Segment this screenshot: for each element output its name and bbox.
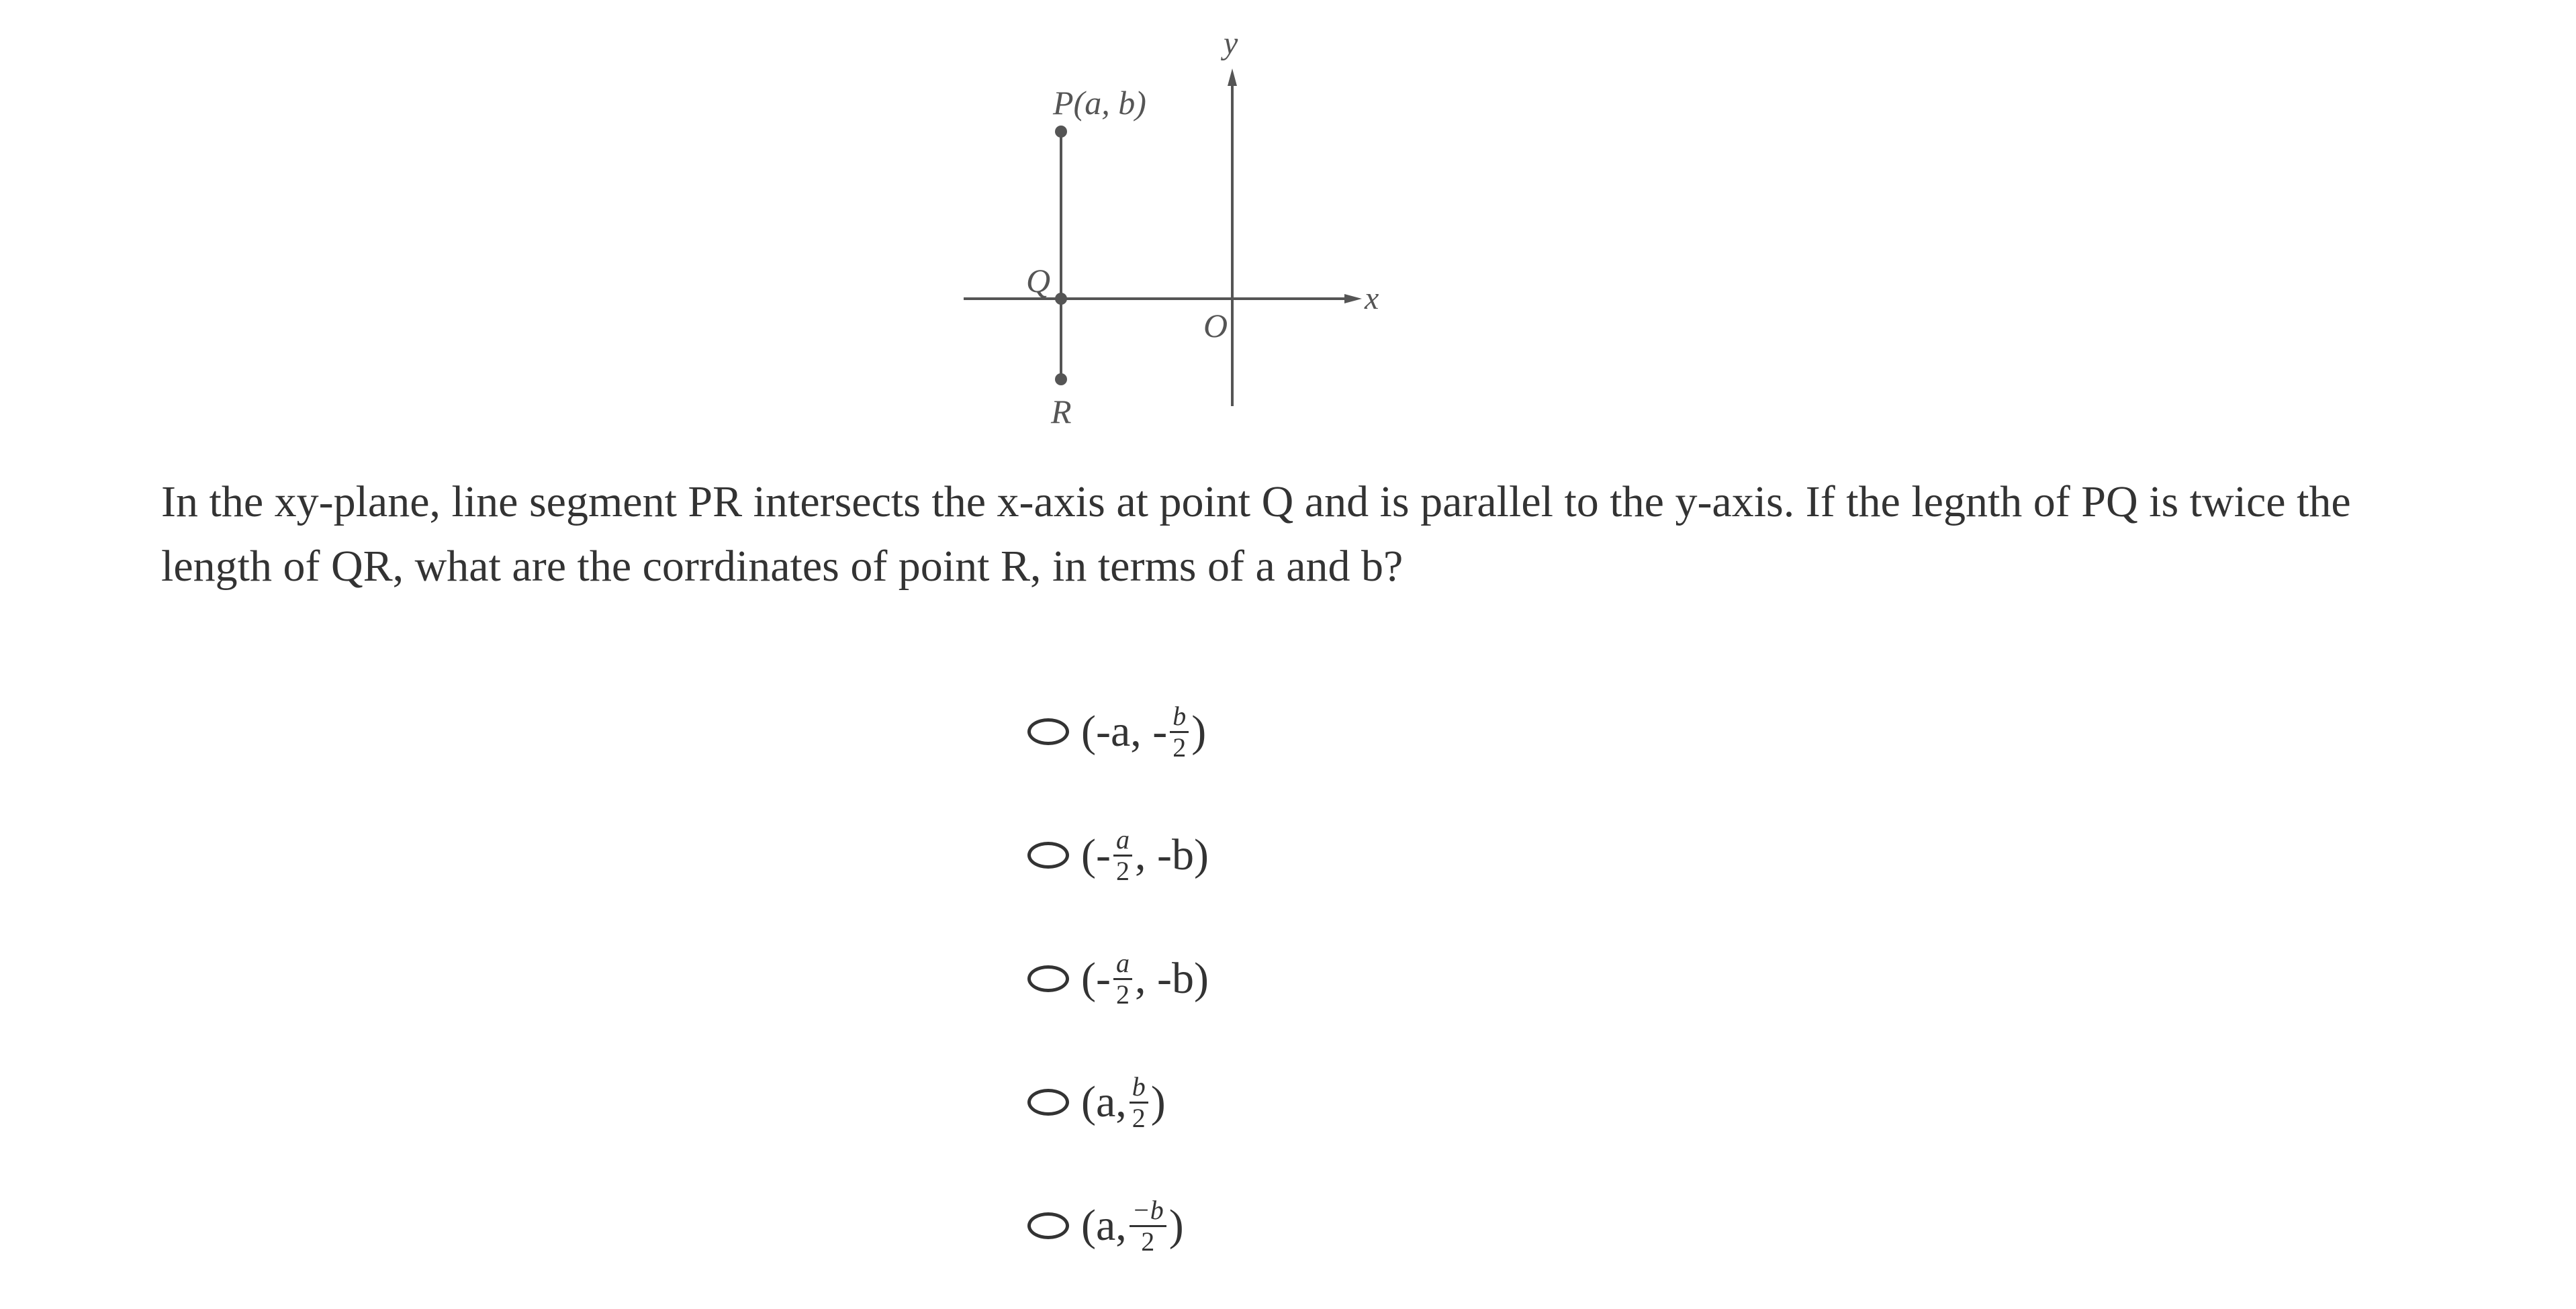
point-p [1055, 126, 1067, 138]
fraction: $\frac{-b}{2}$ [1130, 1196, 1166, 1257]
coordinate-figure [940, 20, 1410, 436]
point-r [1055, 373, 1067, 385]
label-y: y [1224, 26, 1238, 61]
answer-option-2[interactable] [1027, 815, 1209, 895]
y-axis-arrow [1228, 68, 1237, 86]
answer-option-1[interactable] [1027, 691, 1209, 772]
option-label: (-a, - $\frac{b}{2}$ ) [1081, 700, 1207, 763]
fraction: $\frac{b}{2}$ [1170, 701, 1189, 763]
radio-button[interactable] [1027, 842, 1069, 869]
radio-button[interactable] [1027, 1089, 1069, 1116]
answer-option-4[interactable] [1027, 1062, 1209, 1143]
answer-options [1027, 691, 1209, 1309]
answer-option-5[interactable] [1027, 1185, 1209, 1266]
label-p: P(a, b) [1053, 84, 1146, 122]
point-q [1055, 293, 1067, 305]
radio-button[interactable] [1027, 965, 1069, 992]
option-label: (a, $\frac{b}{2}$ ) [1081, 1071, 1166, 1133]
question-text [161, 470, 2444, 599]
label-r: R [1051, 393, 1072, 430]
fraction: $\frac{a}{2}$ [1113, 949, 1132, 1010]
question-line-1: In the xy-plane, line segment PR intersects the x-axis at point Q and is parallel to the y-axis. If the legnth of PQ is twice the [161, 477, 2351, 526]
x-axis-arrow [1344, 294, 1362, 303]
radio-button[interactable] [1027, 718, 1069, 745]
label-x: x [1365, 281, 1379, 316]
option-label: (a, $\frac{-b}{2}$ ) [1081, 1194, 1184, 1257]
fraction: $\frac{a}{2}$ [1113, 825, 1132, 886]
question-line-2: length of QR, what are the corrdinates of point R, in terms of a and b? [161, 542, 1404, 591]
option-label: (- $\frac{a}{2}$ , -b) [1081, 824, 1209, 886]
label-q: Q [1026, 262, 1051, 299]
option-label: (- $\frac{a}{2}$ , -b) [1081, 947, 1209, 1010]
fraction: $\frac{b}{2}$ [1130, 1072, 1148, 1133]
answer-option-3[interactable] [1027, 938, 1209, 1019]
radio-button[interactable] [1027, 1212, 1069, 1239]
label-o: O [1203, 307, 1228, 344]
